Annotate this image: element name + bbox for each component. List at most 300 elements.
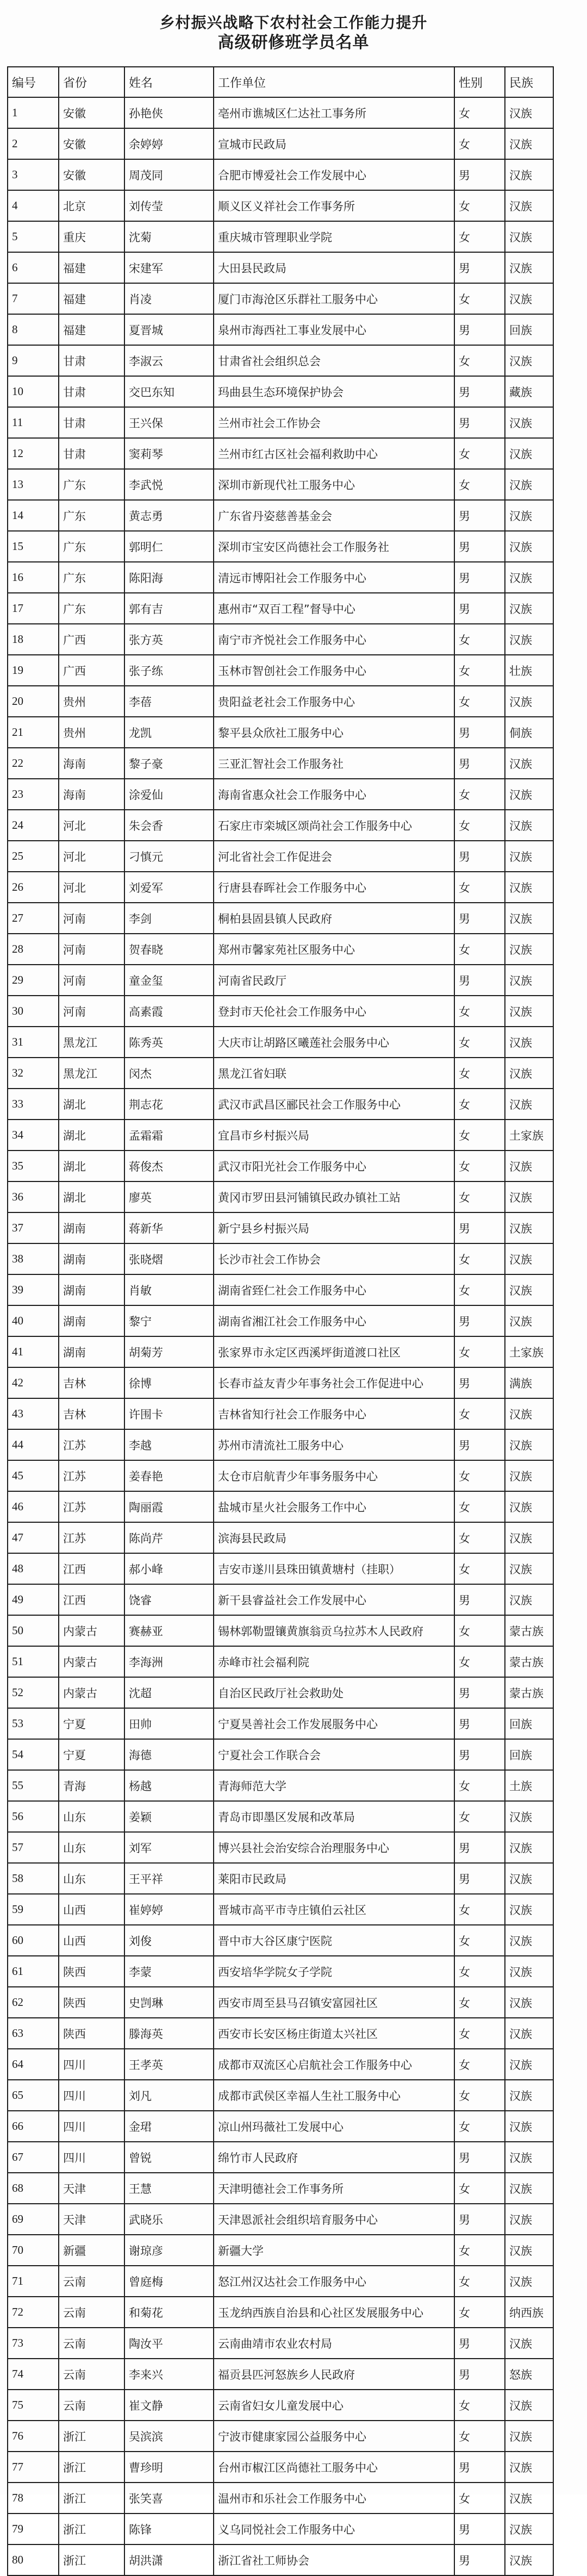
cell-gender: 女	[454, 1398, 505, 1429]
cell-no: 17	[8, 593, 59, 624]
cell-province: 山西	[59, 1894, 124, 1925]
cell-unit: 兰州市红古区社会福利救助中心	[214, 438, 454, 469]
cell-ethnicity: 汉族	[505, 283, 553, 314]
cell-province: 河北	[59, 841, 124, 872]
cell-no: 4	[8, 190, 59, 221]
cell-province: 天津	[59, 2173, 124, 2204]
cell-no: 48	[8, 1553, 59, 1584]
cell-province: 云南	[59, 2390, 124, 2421]
cell-name: 王慧	[124, 2173, 214, 2204]
cell-ethnicity: 回族	[505, 1739, 553, 1770]
table-row	[8, 1584, 553, 1615]
cell-name: 刘军	[124, 1832, 214, 1863]
cell-no: 31	[8, 1027, 59, 1058]
cell-ethnicity: 汉族	[505, 1212, 553, 1243]
cell-province: 陕西	[59, 1956, 124, 1987]
cell-province: 湖南	[59, 1274, 124, 1305]
cell-unit: 郑州市馨家苑社区服务中心	[214, 934, 454, 965]
cell-province: 湖北	[59, 1089, 124, 1120]
cell-province: 安徽	[59, 97, 124, 128]
cell-ethnicity: 蒙古族	[505, 1677, 553, 1708]
table-row	[8, 717, 553, 748]
cell-name: 荆志花	[124, 1089, 214, 1120]
cell-province: 四川	[59, 2142, 124, 2173]
cell-province: 海南	[59, 748, 124, 779]
cell-name: 刘俊	[124, 1925, 214, 1956]
cell-ethnicity: 汉族	[505, 934, 553, 965]
cell-unit: 义乌同悦社会工作服务中心	[214, 2514, 454, 2544]
cell-name: 刘传莹	[124, 190, 214, 221]
cell-gender: 男	[454, 1429, 505, 1460]
cell-ethnicity: 汉族	[505, 531, 553, 562]
cell-gender: 男	[454, 2544, 505, 2575]
cell-name: 姜春艳	[124, 1460, 214, 1491]
header-cell-ethnicity: 民族	[505, 67, 553, 97]
cell-name: 陈阳海	[124, 562, 214, 593]
cell-unit: 宜昌市乡村振兴局	[214, 1120, 454, 1151]
cell-name: 李蒙	[124, 1956, 214, 1987]
cell-gender: 女	[454, 934, 505, 965]
cell-no: 74	[8, 2359, 59, 2390]
table-row	[8, 2359, 553, 2390]
cell-gender: 女	[454, 1956, 505, 1987]
table-row	[8, 624, 553, 655]
cell-name: 和菊花	[124, 2297, 214, 2328]
cell-unit: 晋城市高平市寺庄镇伯云社区	[214, 1894, 454, 1925]
cell-no: 51	[8, 1646, 59, 1677]
cell-unit: 海南省惠众社会工作服务中心	[214, 779, 454, 810]
cell-gender: 女	[454, 1522, 505, 1553]
table-row	[8, 531, 553, 562]
cell-gender: 男	[454, 1832, 505, 1863]
cell-name: 沈超	[124, 1677, 214, 1708]
cell-gender: 男	[454, 903, 505, 934]
cell-name: 郭明仁	[124, 531, 214, 562]
cell-unit: 吉安市遂川县珠田镇黄塘村（挂职）	[214, 1553, 454, 1584]
table-header-row	[8, 67, 553, 97]
cell-no: 16	[8, 562, 59, 593]
cell-unit: 西安市周至县马召镇安富园社区	[214, 1987, 454, 2018]
cell-gender: 男	[454, 562, 505, 593]
cell-no: 30	[8, 996, 59, 1027]
cell-no: 63	[8, 2018, 59, 2049]
cell-name: 黎子豪	[124, 748, 214, 779]
cell-name: 刁慎元	[124, 841, 214, 872]
cell-ethnicity: 汉族	[505, 2328, 553, 2359]
cell-unit: 自治区民政厅社会救助处	[214, 1677, 454, 1708]
cell-name: 贺春晓	[124, 934, 214, 965]
cell-province: 广西	[59, 655, 124, 686]
cell-no: 40	[8, 1305, 59, 1336]
table-row	[8, 190, 553, 221]
cell-no: 14	[8, 500, 59, 531]
cell-no: 22	[8, 748, 59, 779]
table-row	[8, 2080, 553, 2111]
cell-gender: 女	[454, 2111, 505, 2142]
cell-gender: 女	[454, 624, 505, 655]
cell-gender: 男	[454, 2204, 505, 2235]
cell-name: 肖凌	[124, 283, 214, 314]
table-row	[8, 903, 553, 934]
cell-gender: 女	[454, 2018, 505, 2049]
cell-unit: 西安市长安区杨庄街道太兴社区	[214, 2018, 454, 2049]
cell-ethnicity: 汉族	[505, 593, 553, 624]
table-row	[8, 1615, 553, 1646]
table-row	[8, 407, 553, 438]
cell-name: 胡洪潇	[124, 2544, 214, 2575]
cell-no: 70	[8, 2235, 59, 2266]
cell-name: 陈秀英	[124, 1027, 214, 1058]
cell-name: 武晓乐	[124, 2204, 214, 2235]
cell-gender: 女	[454, 2390, 505, 2421]
cell-no: 20	[8, 686, 59, 717]
cell-name: 蒋新华	[124, 1212, 214, 1243]
cell-ethnicity: 回族	[505, 314, 553, 345]
cell-no: 80	[8, 2544, 59, 2575]
cell-no: 54	[8, 1739, 59, 1770]
cell-ethnicity: 汉族	[505, 345, 553, 376]
table-row	[8, 1181, 553, 1212]
cell-name: 王孝英	[124, 2049, 214, 2080]
cell-no: 65	[8, 2080, 59, 2111]
table-row	[8, 1956, 553, 1987]
cell-no: 77	[8, 2452, 59, 2483]
cell-unit: 黄冈市罗田县河铺镇民政办镇社工站	[214, 1181, 454, 1212]
table-row	[8, 965, 553, 996]
table-row	[8, 1398, 553, 1429]
table-row	[8, 2514, 553, 2544]
cell-gender: 男	[454, 376, 505, 407]
table-row	[8, 252, 553, 283]
cell-province: 河南	[59, 934, 124, 965]
cell-unit: 大庆市让胡路区曦莲社会服务中心	[214, 1027, 454, 1058]
cell-no: 15	[8, 531, 59, 562]
cell-ethnicity: 汉族	[505, 1832, 553, 1863]
cell-gender: 女	[454, 2080, 505, 2111]
cell-unit: 绵竹市人民政府	[214, 2142, 454, 2173]
cell-unit: 苏州市清流社工服务中心	[214, 1429, 454, 1460]
cell-gender: 男	[454, 717, 505, 748]
cell-gender: 女	[454, 1801, 505, 1832]
cell-unit: 宣城市民政局	[214, 128, 454, 159]
cell-unit: 莱阳市民政局	[214, 1863, 454, 1894]
cell-ethnicity: 汉族	[505, 1863, 553, 1894]
cell-gender: 女	[454, 1058, 505, 1089]
cell-unit: 河北省社会工作促进会	[214, 841, 454, 872]
cell-name: 李武悦	[124, 469, 214, 500]
cell-province: 贵州	[59, 717, 124, 748]
cell-unit: 赤峰市社会福利院	[214, 1646, 454, 1677]
table-row	[8, 1491, 553, 1522]
cell-name: 刘爱军	[124, 872, 214, 903]
cell-ethnicity: 蒙古族	[505, 1646, 553, 1677]
cell-gender: 男	[454, 2359, 505, 2390]
cell-unit: 青海师范大学	[214, 1770, 454, 1801]
cell-province: 北京	[59, 190, 124, 221]
cell-province: 安徽	[59, 159, 124, 190]
cell-name: 孙艳侠	[124, 97, 214, 128]
cell-province: 山东	[59, 1832, 124, 1863]
cell-name: 蒋俊杰	[124, 1151, 214, 1181]
cell-unit: 三亚汇智社会工作服务社	[214, 748, 454, 779]
cell-unit: 锡林郭勒盟镶黄旗翁贡乌拉苏木人民政府	[214, 1615, 454, 1646]
cell-province: 江苏	[59, 1522, 124, 1553]
cell-province: 宁夏	[59, 1739, 124, 1770]
cell-province: 湖北	[59, 1181, 124, 1212]
cell-ethnicity: 汉族	[505, 1089, 553, 1120]
table-row	[8, 283, 553, 314]
cell-unit: 黑龙江省妇联	[214, 1058, 454, 1089]
cell-ethnicity: 汉族	[505, 2142, 553, 2173]
cell-no: 23	[8, 779, 59, 810]
table-row	[8, 1522, 553, 1553]
table-row	[8, 2111, 553, 2142]
cell-name: 姜颖	[124, 1801, 214, 1832]
cell-ethnicity: 满族	[505, 1367, 553, 1398]
cell-province: 云南	[59, 2359, 124, 2390]
cell-ethnicity: 汉族	[505, 2452, 553, 2483]
cell-province: 湖南	[59, 1243, 124, 1274]
cell-province: 内蒙古	[59, 1677, 124, 1708]
table-row	[8, 996, 553, 1027]
cell-gender: 女	[454, 2049, 505, 2080]
cell-unit: 玉林市智创社会工作服务中心	[214, 655, 454, 686]
cell-gender: 女	[454, 1027, 505, 1058]
cell-unit: 云南曲靖市农业农村局	[214, 2328, 454, 2359]
table-row	[8, 2544, 553, 2575]
cell-province: 甘肃	[59, 345, 124, 376]
cell-province: 甘肃	[59, 376, 124, 407]
cell-no: 46	[8, 1491, 59, 1522]
cell-gender: 男	[454, 1708, 505, 1739]
cell-name: 金珺	[124, 2111, 214, 2142]
cell-gender: 女	[454, 1894, 505, 1925]
table-row	[8, 221, 553, 252]
cell-no: 43	[8, 1398, 59, 1429]
cell-unit: 宁波市健康家园公益服务中心	[214, 2421, 454, 2452]
cell-no: 53	[8, 1708, 59, 1739]
cell-unit: 武汉市阳光社会工作服务中心	[214, 1151, 454, 1181]
cell-name: 崔文静	[124, 2390, 214, 2421]
table-row	[8, 1925, 553, 1956]
cell-no: 7	[8, 283, 59, 314]
cell-name: 夏晋城	[124, 314, 214, 345]
cell-no: 71	[8, 2266, 59, 2297]
cell-gender: 女	[454, 438, 505, 469]
cell-gender: 女	[454, 1770, 505, 1801]
table-row	[8, 1832, 553, 1863]
cell-unit: 厦门市海沧区乐群社工服务中心	[214, 283, 454, 314]
cell-name: 吴滨滨	[124, 2421, 214, 2452]
cell-gender: 女	[454, 128, 505, 159]
cell-gender: 男	[454, 314, 505, 345]
table-row	[8, 2235, 553, 2266]
cell-gender: 男	[454, 593, 505, 624]
cell-ethnicity: 汉族	[505, 686, 553, 717]
cell-gender: 女	[454, 97, 505, 128]
cell-name: 曹珍明	[124, 2452, 214, 2483]
cell-ethnicity: 汉族	[505, 965, 553, 996]
cell-province: 内蒙古	[59, 1646, 124, 1677]
cell-no: 24	[8, 810, 59, 841]
cell-province: 江西	[59, 1584, 124, 1615]
cell-gender: 男	[454, 1863, 505, 1894]
cell-gender: 男	[454, 2452, 505, 2483]
header-cell-name: 姓名	[124, 67, 214, 97]
cell-name: 余婷婷	[124, 128, 214, 159]
table-row	[8, 686, 553, 717]
cell-unit: 深圳市新现代社工服务中心	[214, 469, 454, 500]
table-row	[8, 2390, 553, 2421]
cell-name: 张笑喜	[124, 2483, 214, 2514]
table-row	[8, 1212, 553, 1243]
cell-unit: 新疆大学	[214, 2235, 454, 2266]
cell-no: 33	[8, 1089, 59, 1120]
cell-province: 河南	[59, 965, 124, 996]
cell-ethnicity: 汉族	[505, 1522, 553, 1553]
cell-unit: 甘肃省社会组织总会	[214, 345, 454, 376]
table-row	[8, 1987, 553, 2018]
cell-gender: 女	[454, 221, 505, 252]
table-row	[8, 1708, 553, 1739]
cell-gender: 男	[454, 1212, 505, 1243]
cell-name: 肖敏	[124, 1274, 214, 1305]
cell-unit: 大田县民政局	[214, 252, 454, 283]
cell-no: 42	[8, 1367, 59, 1398]
cell-ethnicity: 汉族	[505, 1243, 553, 1274]
table-row	[8, 1739, 553, 1770]
cell-unit: 重庆城市管理职业学院	[214, 221, 454, 252]
cell-province: 江苏	[59, 1491, 124, 1522]
cell-ethnicity: 汉族	[505, 748, 553, 779]
cell-province: 浙江	[59, 2421, 124, 2452]
table-row	[8, 2173, 553, 2204]
cell-ethnicity: 汉族	[505, 221, 553, 252]
cell-no: 5	[8, 221, 59, 252]
table-row	[8, 1646, 553, 1677]
cell-ethnicity: 汉族	[505, 1987, 553, 2018]
cell-no: 79	[8, 2514, 59, 2544]
cell-name: 沈菊	[124, 221, 214, 252]
table-row	[8, 934, 553, 965]
table-row	[8, 500, 553, 531]
cell-province: 湖北	[59, 1151, 124, 1181]
cell-province: 河南	[59, 903, 124, 934]
cell-name: 陶丽霞	[124, 1491, 214, 1522]
cell-no: 25	[8, 841, 59, 872]
cell-ethnicity: 汉族	[505, 1027, 553, 1058]
cell-name: 海德	[124, 1739, 214, 1770]
table-row	[8, 2452, 553, 2483]
cell-unit: 成都市武侯区幸福人生社工服务中心	[214, 2080, 454, 2111]
cell-name: 廖英	[124, 1181, 214, 1212]
cell-gender: 女	[454, 686, 505, 717]
table-row	[8, 810, 553, 841]
cell-no: 72	[8, 2297, 59, 2328]
table-row	[8, 1460, 553, 1491]
table-row	[8, 748, 553, 779]
cell-unit: 晋中市大谷区康宁医院	[214, 1925, 454, 1956]
cell-ethnicity: 汉族	[505, 2235, 553, 2266]
cell-name: 王兴保	[124, 407, 214, 438]
cell-ethnicity: 汉族	[505, 407, 553, 438]
cell-ethnicity: 汉族	[505, 159, 553, 190]
cell-gender: 女	[454, 872, 505, 903]
cell-unit: 太仓市启航青少年事务服务中心	[214, 1460, 454, 1491]
cell-unit: 行唐县春晖社会工作服务中心	[214, 872, 454, 903]
cell-no: 68	[8, 2173, 59, 2204]
cell-no: 34	[8, 1120, 59, 1151]
cell-ethnicity: 汉族	[505, 1925, 553, 1956]
table-row	[8, 2328, 553, 2359]
header-cell-gender: 性别	[454, 67, 505, 97]
cell-ethnicity: 汉族	[505, 1398, 553, 1429]
cell-name: 郭有吉	[124, 593, 214, 624]
cell-unit: 滨海县民政局	[214, 1522, 454, 1553]
cell-ethnicity: 汉族	[505, 128, 553, 159]
cell-name: 交巴东知	[124, 376, 214, 407]
cell-name: 刘凡	[124, 2080, 214, 2111]
cell-ethnicity: 汉族	[505, 1151, 553, 1181]
cell-province: 广西	[59, 624, 124, 655]
cell-unit: 清远市博阳社会工作服务中心	[214, 562, 454, 593]
cell-ethnicity: 汉族	[505, 562, 553, 593]
cell-no: 50	[8, 1615, 59, 1646]
table-row	[8, 2421, 553, 2452]
cell-province: 湖南	[59, 1336, 124, 1367]
cell-ethnicity: 汉族	[505, 2173, 553, 2204]
cell-province: 广东	[59, 469, 124, 500]
cell-gender: 女	[454, 1987, 505, 2018]
table-row	[8, 438, 553, 469]
cell-province: 四川	[59, 2111, 124, 2142]
cell-name: 闵杰	[124, 1058, 214, 1089]
cell-name: 史剀琳	[124, 1987, 214, 2018]
cell-province: 浙江	[59, 2514, 124, 2544]
table-row	[8, 1243, 553, 1274]
cell-gender: 女	[454, 345, 505, 376]
cell-no: 60	[8, 1925, 59, 1956]
cell-name: 张晓熠	[124, 1243, 214, 1274]
cell-ethnicity: 汉族	[505, 1801, 553, 1832]
cell-ethnicity: 汉族	[505, 2111, 553, 2142]
table-row	[8, 1801, 553, 1832]
cell-unit: 亳州市谯城区仁达社工事务所	[214, 97, 454, 128]
cell-province: 湖南	[59, 1305, 124, 1336]
table-row	[8, 1367, 553, 1398]
cell-ethnicity: 汉族	[505, 2544, 553, 2575]
cell-no: 78	[8, 2483, 59, 2514]
cell-unit: 泉州市海西社工事业发展中心	[214, 314, 454, 345]
cell-ethnicity: 汉族	[505, 1460, 553, 1491]
cell-name: 谢琼彦	[124, 2235, 214, 2266]
table-row	[8, 655, 553, 686]
table-header	[8, 67, 553, 97]
table-row	[8, 1863, 553, 1894]
cell-no: 73	[8, 2328, 59, 2359]
cell-no: 45	[8, 1460, 59, 1491]
table-row	[8, 1058, 553, 1089]
cell-ethnicity: 汉族	[505, 2483, 553, 2514]
cell-name: 胡菊芳	[124, 1336, 214, 1367]
cell-unit: 浙江省社工师协会	[214, 2544, 454, 2575]
cell-province: 山东	[59, 1863, 124, 1894]
cell-no: 38	[8, 1243, 59, 1274]
cell-unit: 西安培华学院女子学院	[214, 1956, 454, 1987]
cell-gender: 男	[454, 1739, 505, 1770]
cell-ethnicity: 土家族	[505, 1120, 553, 1151]
cell-unit: 吉林省知行社会工作服务中心	[214, 1398, 454, 1429]
